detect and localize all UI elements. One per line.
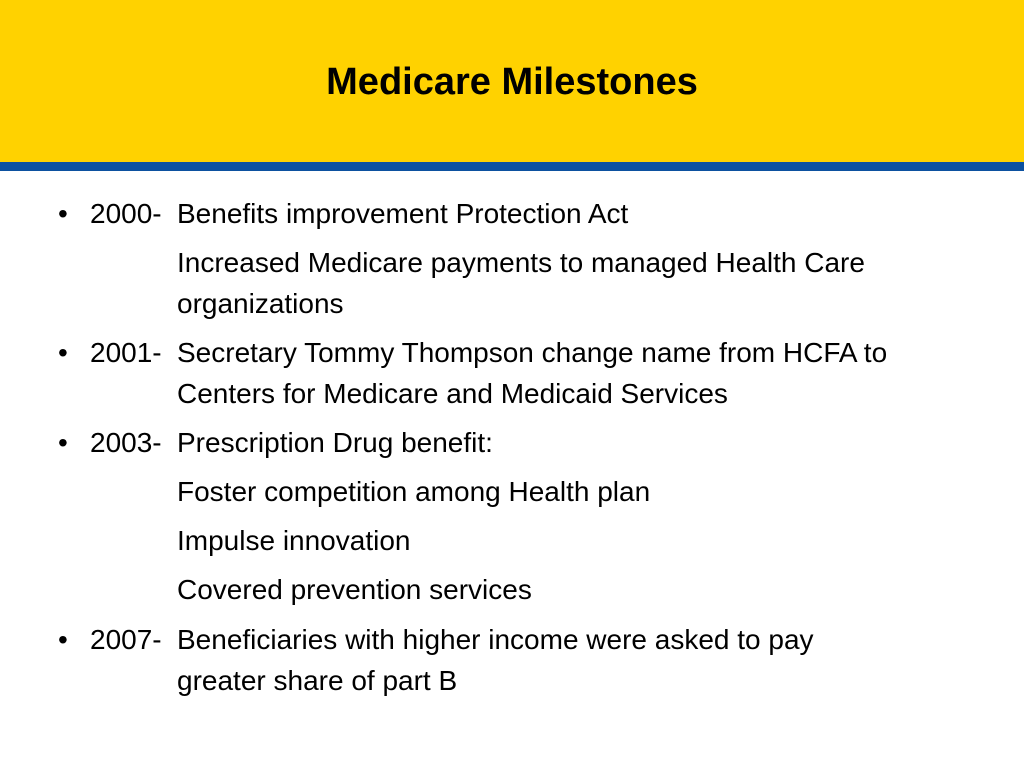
- sub-item-text: Increased Medicare payments to managed Health Care: [177, 247, 865, 278]
- bullet-year: 2000-: [90, 198, 162, 229]
- sub-item-text: organizations: [177, 288, 344, 319]
- sub-item-text: Centers for Medicare and Medicaid Services: [177, 378, 728, 409]
- bullet-icon: •: [58, 624, 68, 655]
- bullet-text: Benefits improvement Protection Act: [177, 198, 629, 229]
- bullet-text: Secretary Tommy Thompson change name from HCFA to: [177, 337, 888, 368]
- bullet-icon: •: [58, 337, 68, 368]
- slide-title: Medicare Milestones: [326, 61, 698, 103]
- bullet-icon: •: [58, 427, 68, 458]
- sub-item-text: Foster competition among Health plan: [177, 476, 651, 507]
- bullet-year: 2007-: [90, 624, 162, 655]
- sub-item-text: greater share of part B: [177, 665, 458, 696]
- bullet-text: Prescription Drug benefit:: [177, 427, 493, 458]
- sub-item-text: Covered prevention services: [177, 574, 532, 605]
- bullet-year: 2001-: [90, 337, 162, 368]
- sub-item-text: Impulse innovation: [177, 525, 411, 556]
- bullet-text: Beneficiaries with higher income were asked to pay: [177, 624, 814, 655]
- bullet-year: 2003-: [90, 427, 162, 458]
- bullet-icon: •: [58, 198, 68, 229]
